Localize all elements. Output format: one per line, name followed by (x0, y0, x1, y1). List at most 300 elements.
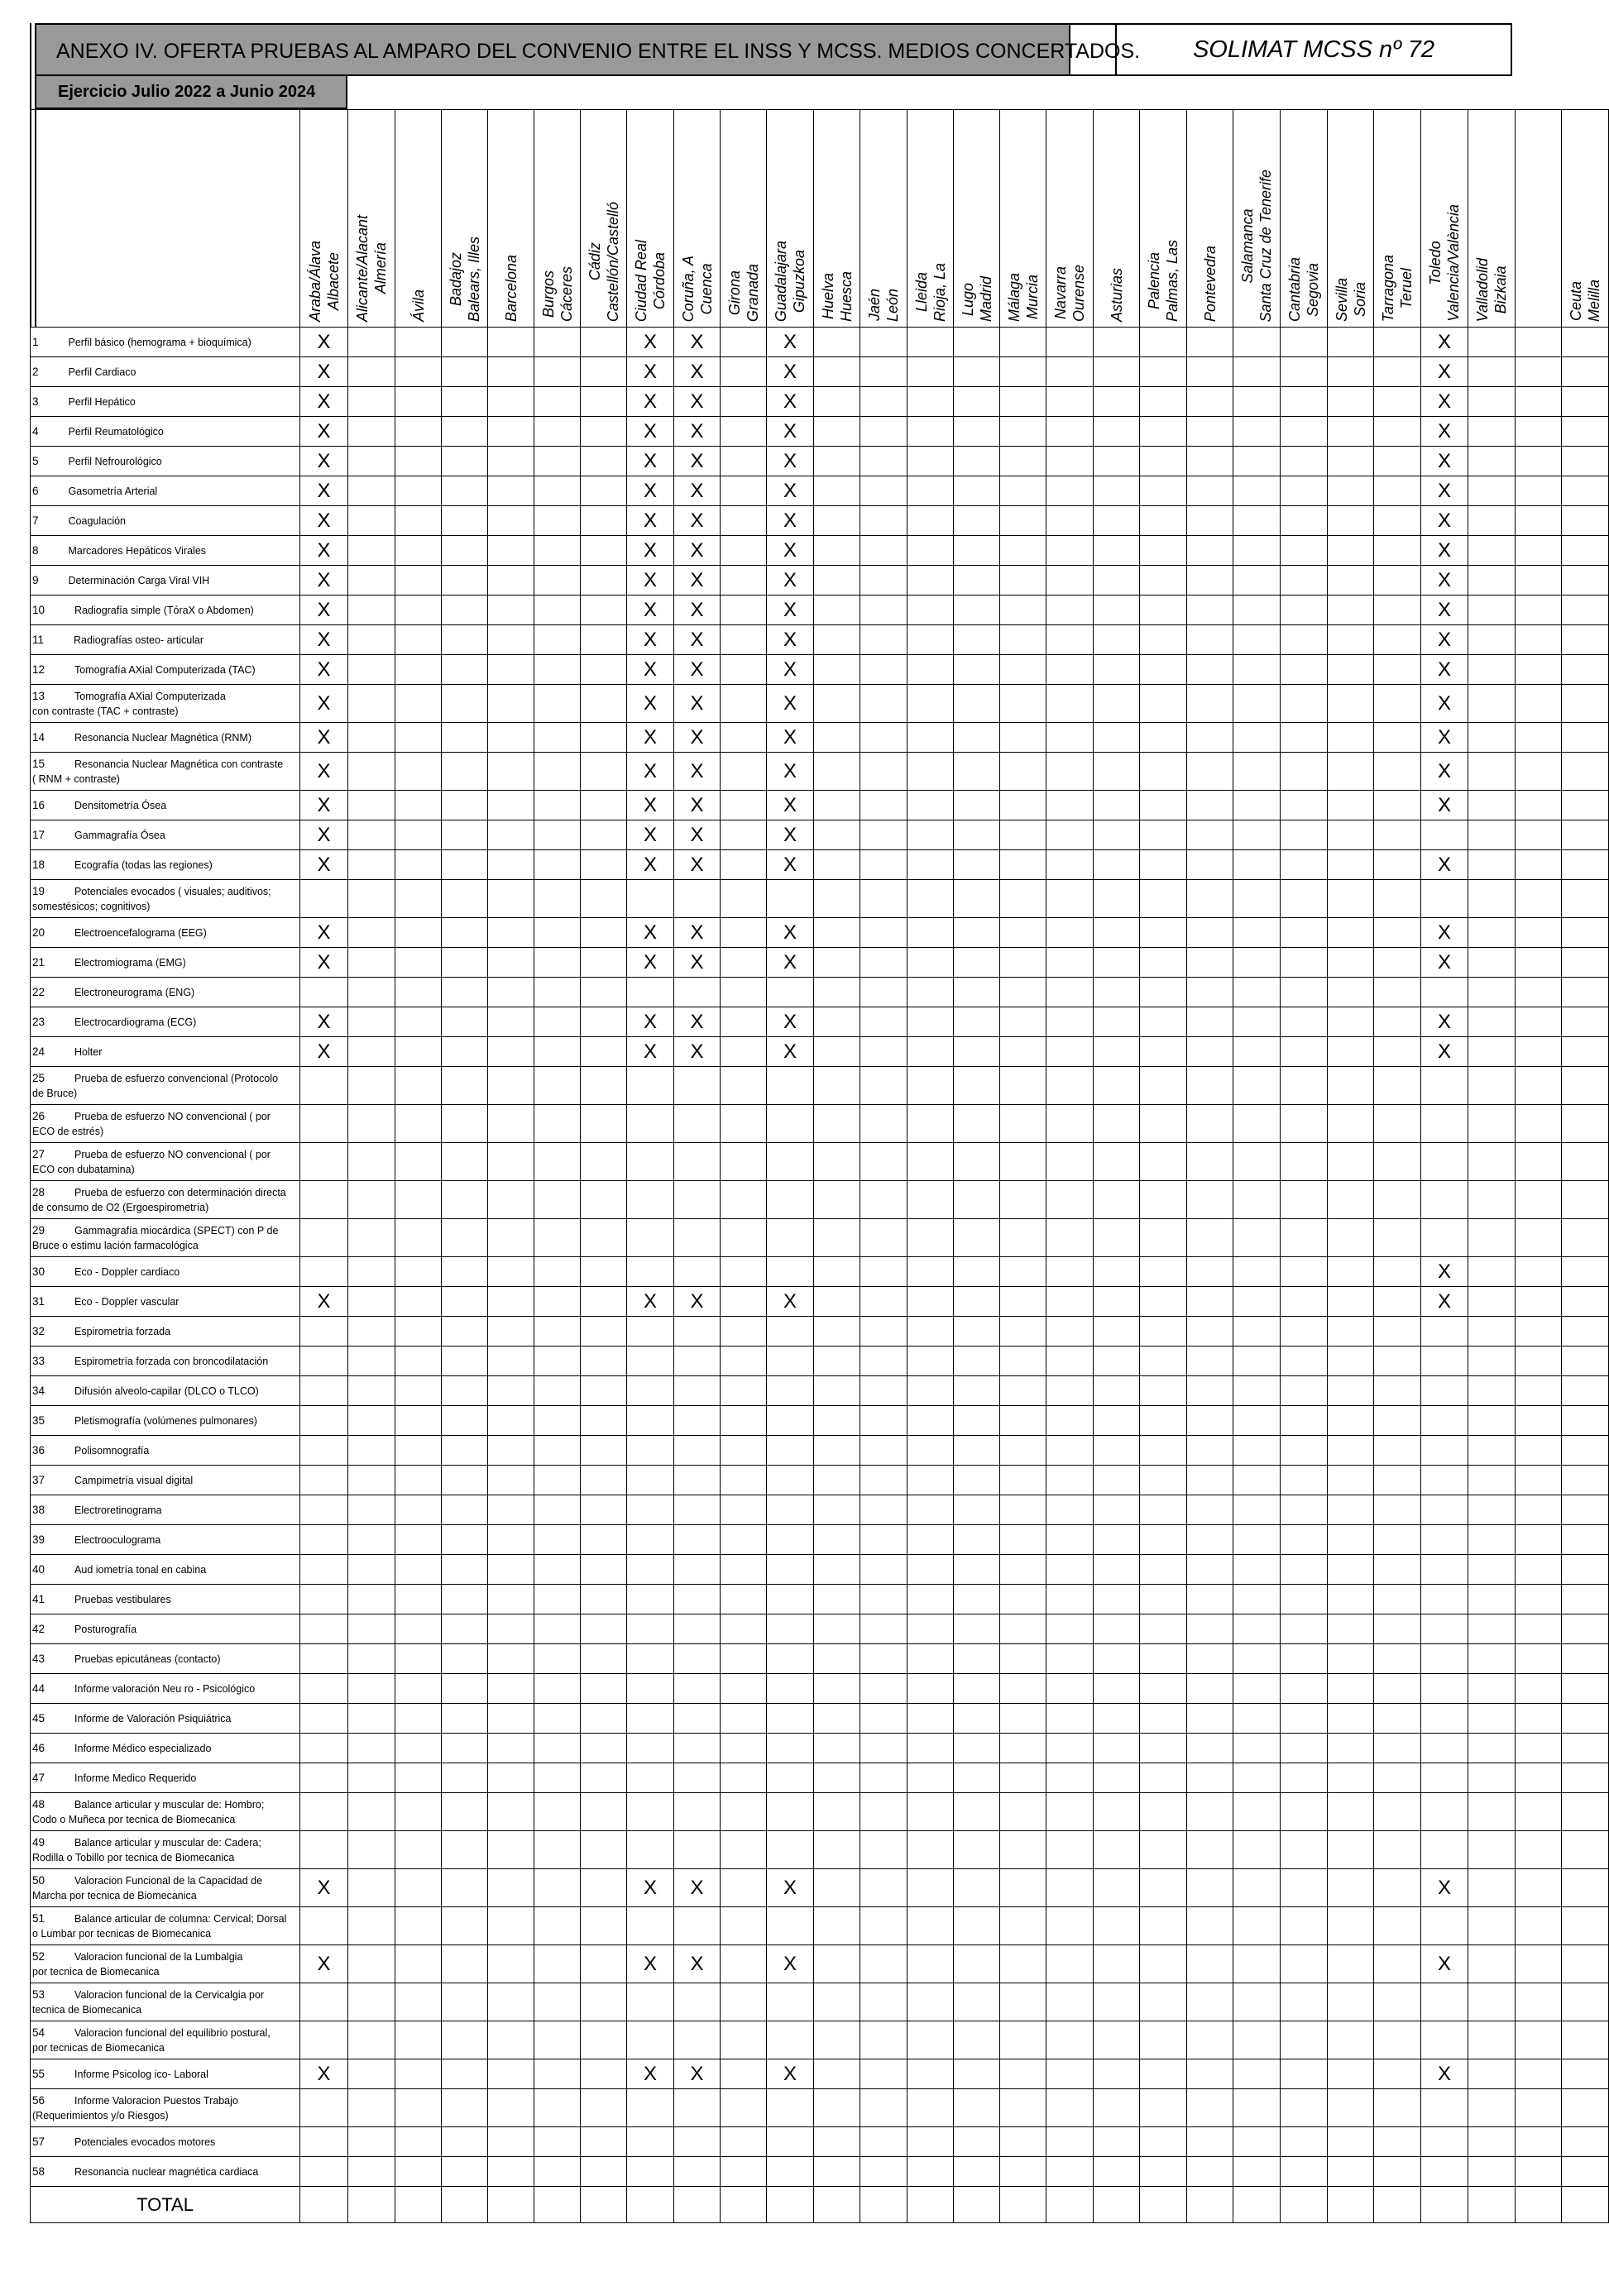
offer-cell (721, 2059, 767, 2089)
offer-cell (954, 1763, 1000, 1793)
offer-cell (1233, 1406, 1281, 1436)
offer-cell (1094, 2127, 1140, 2157)
offer-cell (1046, 820, 1094, 850)
offer-cell (1140, 1945, 1187, 1983)
test-label: Marcha por tecnica de Biomecanica (32, 1889, 197, 1901)
offer-cell (1000, 850, 1046, 880)
offer-cell (488, 1674, 534, 1704)
offer-cell (1187, 1704, 1233, 1734)
test-number: 51 (32, 1911, 45, 1925)
offer-cell (907, 918, 954, 948)
table-row (31, 1907, 1609, 1945)
offer-cell (348, 1585, 395, 1614)
offer-cell (1000, 1181, 1046, 1219)
test-number: 35 (32, 1413, 45, 1427)
offer-cell (395, 1376, 442, 1406)
offer-cell (721, 1317, 767, 1347)
offer-cell (534, 850, 581, 880)
test-description (31, 625, 300, 655)
offer-cell (1421, 387, 1468, 417)
offer-cell (581, 1376, 627, 1406)
test-description (31, 1793, 300, 1831)
offer-cell (1140, 1674, 1187, 1704)
offer-cell (1421, 2127, 1468, 2157)
offer-cell (1187, 357, 1233, 387)
offer-cell (1421, 328, 1468, 357)
offer-cell (1233, 1585, 1281, 1614)
offer-cell (1140, 1585, 1187, 1614)
test-label: Radiografía simple (TóraX o Abdomen) (74, 604, 254, 616)
province-header (534, 110, 581, 328)
offer-mark: X (783, 1010, 797, 1033)
offer-cell (395, 1614, 442, 1644)
offer-cell (534, 596, 581, 625)
offer-cell (1421, 447, 1468, 476)
offer-cell (674, 1674, 721, 1704)
offer-cell (300, 918, 348, 948)
test-description (31, 1376, 300, 1406)
offer-cell (442, 1907, 488, 1945)
offer-cell (1233, 1495, 1281, 1525)
offer-cell (814, 1793, 860, 1831)
offer-cell (395, 506, 442, 536)
offer-cell (300, 2157, 348, 2187)
test-number: 20 (32, 926, 45, 939)
offer-mark: X (1437, 759, 1451, 782)
offer-cell (814, 1287, 860, 1317)
table-row (31, 1983, 1609, 2021)
offer-cell (674, 1869, 721, 1907)
offer-cell (1233, 417, 1281, 447)
offer-cell (627, 1007, 674, 1037)
offer-cell (1468, 417, 1516, 447)
offer-cell (534, 1347, 581, 1376)
offer-cell (1562, 536, 1609, 566)
offer-cell (581, 1067, 627, 1105)
offer-cell (1094, 1831, 1140, 1869)
offer-cell (767, 1907, 814, 1945)
offer-cell (1233, 625, 1281, 655)
offer-cell (1046, 1945, 1094, 1983)
offer-mark: X (317, 330, 331, 353)
offer-cell (1421, 850, 1468, 880)
province-name: Balears, Illes (465, 236, 482, 322)
offer-cell (1328, 1983, 1374, 2021)
offer-cell (674, 2157, 721, 2187)
offer-cell (1046, 2089, 1094, 2127)
offer-cell (1421, 536, 1468, 566)
offer-cell (814, 536, 860, 566)
offer-cell (674, 506, 721, 536)
offer-cell (300, 1067, 348, 1105)
test-number: 36 (32, 1443, 45, 1457)
offer-cell (581, 566, 627, 596)
offer-cell (627, 1555, 674, 1585)
offer-mark: X (1437, 1040, 1451, 1063)
offer-mark: X (317, 2062, 331, 2085)
province-header (1374, 110, 1421, 328)
offer-cell (1374, 1831, 1421, 1869)
offer-cell (1046, 2127, 1094, 2157)
offer-cell (534, 1037, 581, 1067)
offer-cell (1374, 1219, 1421, 1257)
table-row (31, 1763, 1609, 1793)
offer-cell (1468, 1376, 1516, 1406)
offer-cell (1374, 880, 1421, 918)
offer-cell (1421, 1436, 1468, 1466)
offer-cell (395, 2089, 442, 2127)
offer-mark: X (783, 509, 797, 532)
offer-cell (348, 2127, 395, 2157)
offer-cell (814, 1406, 860, 1436)
offer-cell (860, 2059, 907, 2089)
offer-cell (534, 357, 581, 387)
offer-cell (860, 1674, 907, 1704)
offer-cell (1328, 655, 1374, 685)
offer-mark: X (643, 793, 657, 816)
offer-cell (907, 1704, 954, 1734)
offer-cell (627, 685, 674, 723)
test-label: Radiografías osteo- articular (74, 634, 204, 646)
offer-cell (767, 1945, 814, 1983)
offer-cell (1421, 1644, 1468, 1674)
offer-cell (907, 1907, 954, 1945)
offer-cell (1187, 1067, 1233, 1105)
offer-cell (1000, 1067, 1046, 1105)
offer-cell (1000, 723, 1046, 753)
province-name: León (884, 288, 901, 322)
offer-cell (1562, 1585, 1609, 1614)
province-name: Burgos (539, 270, 557, 318)
offer-cell (767, 1704, 814, 1734)
offer-cell (954, 753, 1000, 791)
offer-cell (1094, 1317, 1140, 1347)
offer-cell (1140, 1793, 1187, 1831)
offer-cell (1562, 1555, 1609, 1585)
offer-cell (860, 625, 907, 655)
test-number: 41 (32, 1592, 45, 1605)
province-name: Palmas, Las (1164, 239, 1180, 322)
offer-mark: X (317, 509, 331, 532)
offer-cell (300, 685, 348, 723)
offer-cell (627, 1347, 674, 1376)
offer-cell (442, 1793, 488, 1831)
offer-cell (1468, 1907, 1516, 1945)
offer-cell (1233, 880, 1281, 918)
offer-cell (860, 1105, 907, 1143)
province-name: Granada (744, 263, 761, 322)
offer-cell (395, 1181, 442, 1219)
offer-cell (1046, 1734, 1094, 1763)
offer-cell (1281, 1585, 1328, 1614)
offer-cell (348, 1495, 395, 1525)
offer-cell (1516, 1793, 1562, 1831)
offer-cell (395, 850, 442, 880)
offer-cell (1281, 820, 1328, 850)
offer-cell (674, 1219, 721, 1257)
offer-cell (348, 328, 395, 357)
offer-cell (1328, 536, 1374, 566)
offer-mark: X (1437, 725, 1451, 749)
offer-cell (1046, 723, 1094, 753)
offer-cell (627, 417, 674, 447)
offer-cell (1046, 1219, 1094, 1257)
offer-cell (488, 476, 534, 506)
offer-cell (300, 1704, 348, 1734)
offer-cell (1468, 387, 1516, 417)
offer-cell (1187, 948, 1233, 978)
offer-cell (1233, 1644, 1281, 1674)
offer-cell (1000, 1376, 1046, 1406)
offer-cell (767, 536, 814, 566)
offer-cell (767, 948, 814, 978)
province-name: Valencia/València (1445, 204, 1462, 322)
offer-cell (300, 1436, 348, 1466)
offer-cell (1046, 1525, 1094, 1555)
offer-cell (674, 1181, 721, 1219)
offer-cell (1468, 1869, 1516, 1907)
offer-cell (1187, 880, 1233, 918)
offer-cell (860, 476, 907, 506)
test-description (31, 1105, 300, 1143)
offer-cell (860, 1945, 907, 1983)
offer-cell (1233, 1143, 1281, 1181)
total-cell (1562, 2187, 1609, 2223)
offer-cell (1328, 1143, 1374, 1181)
offer-mark: X (783, 921, 797, 944)
offer-cell (860, 1257, 907, 1287)
offer-cell (488, 1105, 534, 1143)
test-number: 29 (32, 1223, 45, 1236)
offer-cell (348, 1869, 395, 1907)
total-cell (721, 2187, 767, 2223)
offer-cell (1233, 1525, 1281, 1555)
offer-mark: X (783, 449, 797, 472)
offer-cell (1094, 1674, 1140, 1704)
offer-cell (767, 2127, 814, 2157)
offer-cell (1187, 1945, 1233, 1983)
offer-cell (1421, 1585, 1468, 1614)
offer-cell (348, 1945, 395, 1983)
offer-mark: X (643, 2062, 657, 2085)
offer-cell (954, 476, 1000, 506)
offer-cell (814, 1945, 860, 1983)
offer-cell (581, 536, 627, 566)
offer-cell (1281, 1763, 1328, 1793)
offer-cell (395, 948, 442, 978)
offer-cell (395, 918, 442, 948)
offer-mark: X (783, 793, 797, 816)
offer-cell (1562, 655, 1609, 685)
offer-cell (907, 820, 954, 850)
offer-cell (1046, 2157, 1094, 2187)
offer-cell (1046, 1105, 1094, 1143)
offer-cell (1281, 850, 1328, 880)
offer-cell (581, 596, 627, 625)
offer-cell (1281, 596, 1328, 625)
offer-cell (1000, 685, 1046, 723)
offer-cell (1374, 1317, 1421, 1347)
offer-cell (534, 918, 581, 948)
province-name: Murcia (1023, 275, 1041, 320)
offer-cell (442, 655, 488, 685)
offer-cell (442, 820, 488, 850)
offer-cell (1516, 1734, 1562, 1763)
offer-cell (674, 1007, 721, 1037)
offer-cell (721, 1347, 767, 1376)
total-cell (1094, 2187, 1140, 2223)
offer-cell (1233, 791, 1281, 820)
offer-cell (860, 447, 907, 476)
offer-cell (581, 1257, 627, 1287)
offer-cell (1516, 1945, 1562, 1983)
offer-cell (1516, 566, 1562, 596)
offer-cell (721, 1219, 767, 1257)
test-label: tecnica de Biomecanica (32, 2003, 142, 2016)
offer-mark: X (690, 950, 704, 973)
offer-cell (1094, 476, 1140, 506)
offer-cell (1516, 1007, 1562, 1037)
offer-mark: X (643, 509, 657, 532)
offer-cell (1468, 1466, 1516, 1495)
offer-cell (300, 1143, 348, 1181)
offer-cell (348, 918, 395, 948)
province-name: Cuenca (697, 262, 715, 314)
offer-cell (1140, 1704, 1187, 1734)
test-description (31, 723, 300, 753)
offer-cell (442, 1105, 488, 1143)
offer-cell (674, 2059, 721, 2089)
offer-cell (627, 1945, 674, 1983)
offer-cell (442, 2127, 488, 2157)
offer-cell (534, 2089, 581, 2127)
offer-cell (674, 566, 721, 596)
offer-cell (488, 753, 534, 791)
offer-mark: X (1437, 538, 1451, 562)
table-row (31, 506, 1609, 536)
offer-cell (1421, 685, 1468, 723)
offer-cell (348, 1614, 395, 1644)
offer-cell (1374, 596, 1421, 625)
offer-cell (1328, 1287, 1374, 1317)
test-label: Aud iometría tonal en cabina (74, 1563, 207, 1576)
offer-cell (860, 918, 907, 948)
offer-cell (814, 1585, 860, 1614)
offer-cell (395, 417, 442, 447)
offer-cell (1281, 1317, 1328, 1347)
offer-mark: X (1437, 449, 1451, 472)
offer-cell (1187, 2059, 1233, 2089)
offer-cell (1562, 1869, 1609, 1907)
offer-cell (1000, 1585, 1046, 1614)
offer-mark: X (1437, 658, 1451, 681)
offer-cell (1421, 1674, 1468, 1704)
offer-cell (721, 1495, 767, 1525)
offer-cell (395, 820, 442, 850)
test-label: Gammagrafía miocárdica (SPECT) con P de (74, 1224, 279, 1236)
total-cell (674, 2187, 721, 2223)
province-name: Guadalajara (773, 240, 789, 322)
offer-cell (1328, 625, 1374, 655)
offer-cell (954, 820, 1000, 850)
offer-cell (581, 506, 627, 536)
offer-cell (348, 1793, 395, 1831)
offer-cell (488, 1907, 534, 1945)
offer-mark: X (690, 598, 704, 621)
offer-cell (442, 2089, 488, 2127)
offer-cell (1374, 1257, 1421, 1287)
offer-cell (814, 1644, 860, 1674)
offer-cell (1421, 2157, 1468, 2187)
province-header (1421, 110, 1468, 328)
offer-cell (767, 1287, 814, 1317)
test-label: Informe Psicolog ico- Laboral (74, 2068, 208, 2080)
offer-cell (674, 625, 721, 655)
offer-cell (1094, 1614, 1140, 1644)
offer-mark: X (1437, 1876, 1451, 1899)
offer-cell (1233, 655, 1281, 685)
test-number: 31 (32, 1294, 45, 1308)
offer-cell (534, 1945, 581, 1983)
offer-cell (814, 918, 860, 948)
offer-cell (1233, 447, 1281, 476)
offer-cell (954, 625, 1000, 655)
offer-cell (442, 1007, 488, 1037)
offer-cell (1421, 1983, 1468, 2021)
offer-cell (1233, 506, 1281, 536)
offer-cell (300, 1181, 348, 1219)
test-label: Valoracion Funcional de la Capacidad de (74, 1874, 263, 1887)
test-number: 54 (32, 2026, 45, 2039)
offer-cell (1421, 1347, 1468, 1376)
test-description (31, 1219, 300, 1257)
offer-cell (348, 685, 395, 723)
offer-cell (954, 1436, 1000, 1466)
offer-cell (907, 1585, 954, 1614)
offer-cell (1421, 596, 1468, 625)
offer-cell (1562, 1347, 1609, 1376)
offer-cell (488, 918, 534, 948)
offer-mark: X (643, 1040, 657, 1063)
offer-cell (627, 1406, 674, 1436)
offer-mark: X (317, 823, 331, 846)
offer-cell (1374, 1674, 1421, 1704)
offer-cell (488, 1037, 534, 1067)
offer-cell (1094, 948, 1140, 978)
province-name: Málaga (1005, 272, 1022, 322)
offer-cell (1187, 1037, 1233, 1067)
offer-cell (581, 387, 627, 417)
offer-cell (907, 1614, 954, 1644)
offer-mark: X (317, 921, 331, 944)
offer-cell (1281, 387, 1328, 417)
table-row (31, 880, 1609, 918)
offer-cell (1516, 1644, 1562, 1674)
offer-cell (348, 536, 395, 566)
offer-cell (1562, 1007, 1609, 1037)
offer-cell (627, 1674, 674, 1704)
offer-cell (721, 447, 767, 476)
test-number: 45 (32, 1711, 45, 1724)
offer-cell (907, 1831, 954, 1869)
test-label: Perfil Cardiaco (68, 366, 136, 378)
offer-cell (1140, 948, 1187, 978)
test-number: 34 (32, 1384, 45, 1397)
offer-cell (1516, 655, 1562, 685)
offer-cell (627, 566, 674, 596)
offer-cell (581, 1406, 627, 1436)
offer-cell (395, 1105, 442, 1143)
